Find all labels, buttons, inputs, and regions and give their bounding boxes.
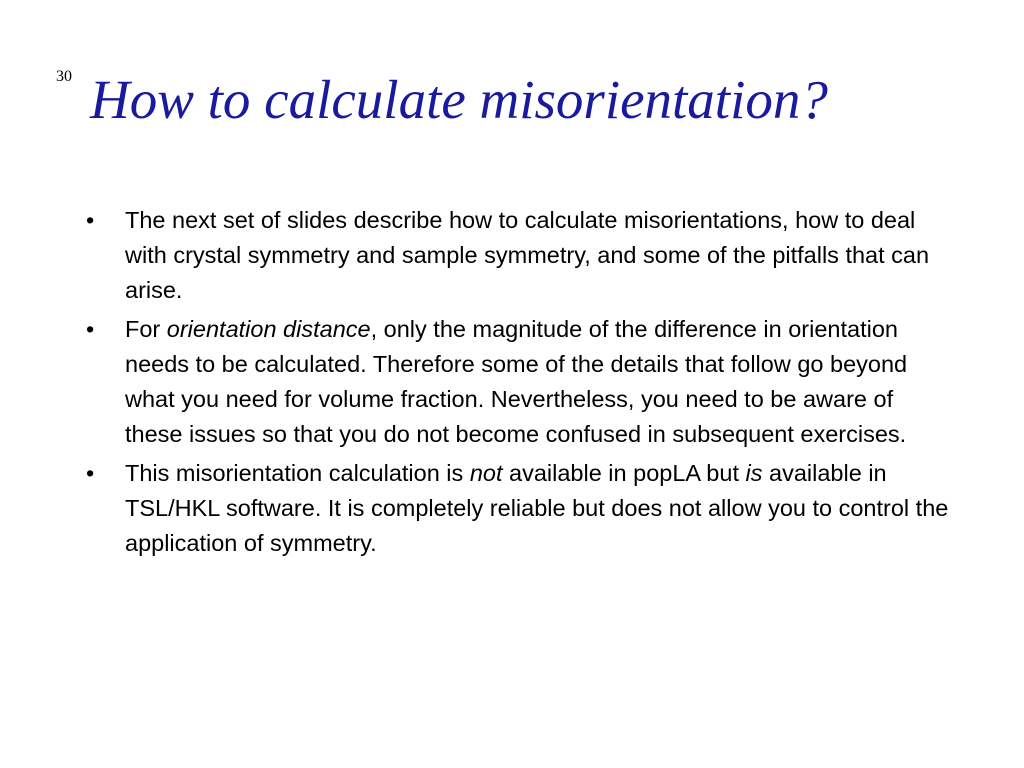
emphasis-text: not — [469, 460, 503, 486]
bullet-text: available in TSL/HKL software. It is completely reliable but does not allow you to control the application of symmetry. — [125, 460, 949, 556]
slide-number: 30 — [56, 68, 72, 85]
bullet-text: The next set of slides describe how to calculate misorientations, how to deal with crystal symmetry and sample symmetry, and some of the pitfalls that can arise. — [125, 207, 930, 303]
bullet-icon: • — [86, 316, 95, 342]
emphasis-text: is — [745, 460, 763, 486]
bullet-icon: • — [86, 207, 95, 233]
bullet-icon: • — [86, 460, 95, 486]
bullet-item — [86, 203, 956, 308]
bullet-text: available in popLA but — [502, 460, 746, 486]
bullet-text: For — [125, 316, 167, 342]
bullet-text: This misorientation calculation is — [125, 460, 470, 486]
slide-title: How to calculate misorientation? — [90, 69, 828, 130]
bullet-item — [86, 456, 956, 561]
bullet-list — [86, 203, 956, 565]
emphasis-text: orientation distance — [166, 316, 371, 342]
bullet-item — [86, 312, 956, 452]
bullet-text: , only the magnitude of the difference in orientation needs to be calculated. Therefore some of the details that follow go beyond what you need for volume fraction. Nevertheless, you need to be aware of these issues so that you do not become confused in subsequent exercises. — [125, 316, 908, 447]
